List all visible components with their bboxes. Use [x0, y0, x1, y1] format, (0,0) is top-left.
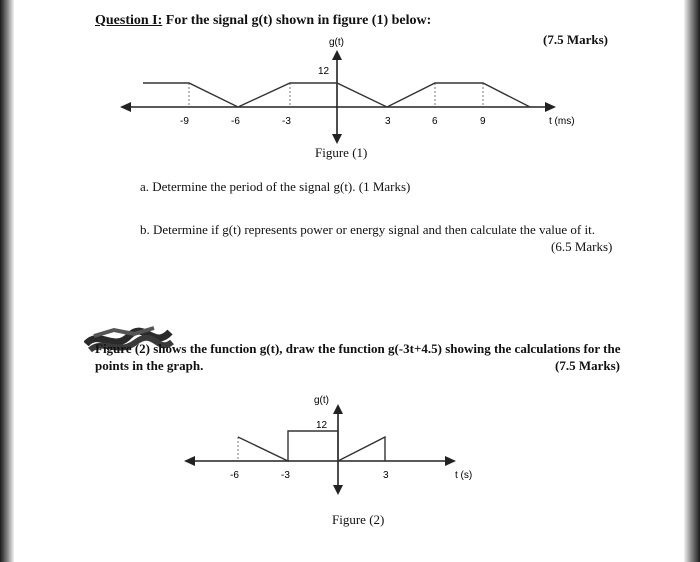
question1-title: For the signal g(t) shown in figure (1) below:	[165, 13, 432, 28]
figure2-signal	[238, 431, 385, 461]
question2-text	[95, 340, 635, 374]
figure2-y-arrow-down	[333, 485, 343, 495]
figure2-x-arrow-left	[184, 456, 195, 466]
figure2-graph	[0, 385, 700, 510]
figure1-tick-m9: -9	[180, 116, 189, 127]
figure1-tick-6: 6	[432, 116, 438, 127]
figure2-y-arrow-up	[333, 404, 343, 414]
figure1-y-arrow-up	[332, 50, 342, 60]
figure2-x-arrow-right	[445, 456, 456, 466]
figure2-amplitude-label: 12	[316, 420, 328, 431]
question2-body: Figure (2) shows the function g(t), draw the function g(-3t+4.5) showing the calculations for the points in the graph.	[95, 341, 621, 373]
question1-part-b-marks: (6.5 Marks)	[551, 239, 613, 254]
figure1-x-label: t (ms)	[549, 116, 575, 127]
figure2-x-label: t (s)	[455, 470, 473, 481]
figure1-y-label: g(t)	[329, 37, 344, 48]
figure1-tick-m3: -3	[282, 116, 291, 127]
figure2-tick-m3: -3	[281, 470, 290, 481]
figure1-x-arrow-right	[545, 102, 556, 112]
figure2-caption: Figure (2)	[332, 512, 385, 527]
figure1-tick-9: 9	[480, 116, 486, 127]
figure1-x-arrow-left	[120, 102, 131, 112]
figure1-y-arrow-down	[332, 134, 342, 144]
figure1-caption: Figure (1)	[315, 145, 368, 160]
question1-part-b: b. Determine if g(t) represents power or energy signal and then calculate the value of it.	[140, 222, 595, 237]
figure1-tick-3: 3	[385, 116, 391, 127]
figure2-tick-m6: -6	[230, 470, 239, 481]
figure1-amplitude-label: 12	[318, 66, 330, 77]
question1-part-a: a. Determine the period of the signal g(t). (1 Marks)	[140, 179, 411, 194]
figure2-y-label: g(t)	[314, 395, 329, 406]
figure1-tick-m6: -6	[231, 116, 240, 127]
question1-label: Question I:	[95, 13, 163, 28]
figure2-tick-3: 3	[383, 470, 389, 481]
question2-marks: (7.5 Marks)	[555, 358, 620, 373]
question1-marks: (7.5 Marks)	[543, 32, 608, 47]
